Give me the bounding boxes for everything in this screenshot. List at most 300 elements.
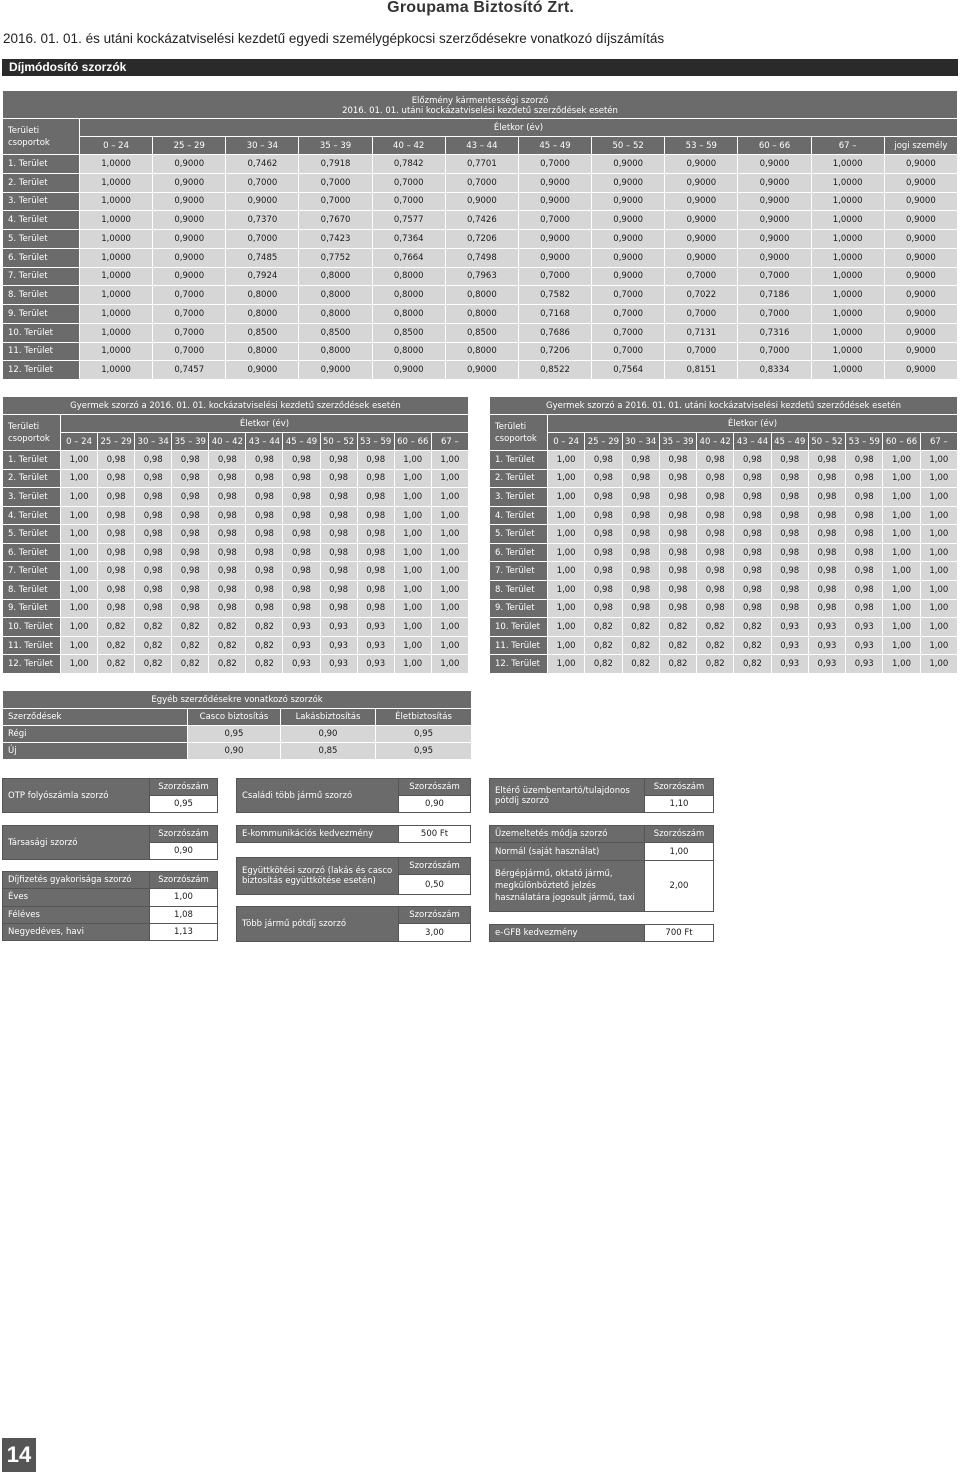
child-left-cell: 0,98 <box>246 506 283 525</box>
main-row-label: 2. Terület <box>3 173 80 192</box>
child-left-cell: 0,98 <box>357 469 394 488</box>
child-right-cell: 1,00 <box>548 618 585 637</box>
child-right-cell: 0,93 <box>808 636 845 655</box>
child-right-row-label: 2. Terület <box>490 469 548 488</box>
main-cell: 0,8000 <box>372 342 445 361</box>
main-cell: 1,0000 <box>811 230 884 249</box>
child-left-row <box>3 525 469 544</box>
main-cell: 0,7000 <box>153 342 226 361</box>
main-cell: 1,0000 <box>80 230 153 249</box>
child-right-cell: 1,00 <box>548 525 585 544</box>
child-right-row <box>490 562 958 581</box>
ekomm-table <box>236 825 471 843</box>
child-left-cell: 0,98 <box>246 451 283 470</box>
child-right-cell: 0,98 <box>771 451 808 470</box>
child-left-col-header: 67 – <box>431 433 468 451</box>
child-left-cell: 0,98 <box>320 599 357 618</box>
main-cell: 0,7000 <box>153 286 226 305</box>
child-left-cell: 0,98 <box>283 581 320 600</box>
child-right-cell: 1,00 <box>883 581 920 600</box>
child-left-row <box>3 581 469 600</box>
child-right-cell: 1,00 <box>920 562 957 581</box>
child-right-cell: 1,00 <box>548 581 585 600</box>
main-cell: 0,7022 <box>665 286 738 305</box>
main-cell: 0,9000 <box>592 230 665 249</box>
dijfizetes-row <box>3 923 218 940</box>
main-cell: 0,8500 <box>445 323 518 342</box>
main-cell: 0,7564 <box>592 361 665 380</box>
child-right-cell: 0,93 <box>808 655 845 674</box>
child-right-cell: 0,98 <box>585 525 622 544</box>
child-left-cell: 0,98 <box>320 562 357 581</box>
child-right-cell: 1,00 <box>920 655 957 674</box>
main-cell: 0,8000 <box>445 305 518 324</box>
child-right-cell: 0,98 <box>734 469 771 488</box>
child-right-cell: 1,00 <box>883 562 920 581</box>
child-right-title: Gyermek szorzó a 2016. 01. 01. utáni kockázatviselési kezdetű szerződések esetén <box>490 397 958 415</box>
child-right-cell: 0,98 <box>697 525 734 544</box>
main-cell: 0,7000 <box>592 305 665 324</box>
main-title-line1: Előzmény kármentességi szorzó <box>411 95 549 106</box>
main-row-label: 9. Terület <box>3 305 80 324</box>
child-right-cell: 1,00 <box>920 451 957 470</box>
child-left-col-header: 0 – 24 <box>61 433 98 451</box>
main-cell: 0,9000 <box>153 230 226 249</box>
child-left-row-label: 6. Terület <box>3 543 61 562</box>
ekomm-value: 500 Ft <box>399 826 471 843</box>
other-contracts-row <box>3 743 472 760</box>
main-cell: 0,9000 <box>226 192 299 211</box>
child-right-cell: 0,98 <box>808 562 845 581</box>
main-cell: 0,9000 <box>884 342 957 361</box>
child-right-col-header: 40 – 42 <box>697 433 734 451</box>
main-cell: 1,0000 <box>80 342 153 361</box>
elter-value: 1,10 <box>645 796 714 813</box>
child-left-cell: 0,98 <box>246 469 283 488</box>
main-cell: 0,7577 <box>372 211 445 230</box>
dijfizetes-row-value: 1,08 <box>150 906 218 923</box>
child-left-cell: 0,98 <box>320 525 357 544</box>
main-cell: 0,7426 <box>445 211 518 230</box>
child-right-cell: 1,00 <box>548 451 585 470</box>
dijfizetes-row <box>3 906 218 923</box>
child-right-cell: 0,98 <box>622 562 659 581</box>
child-right-col-header: 60 – 66 <box>883 433 920 451</box>
main-cell: 1,0000 <box>80 267 153 286</box>
child-right-row-label: 3. Terület <box>490 488 548 507</box>
child-left-cell: 1,00 <box>431 506 468 525</box>
main-cell: 0,9000 <box>738 173 811 192</box>
main-cell: 0,8522 <box>518 361 591 380</box>
child-right-cell: 1,00 <box>920 543 957 562</box>
other-contracts-row-label: Új <box>3 743 188 760</box>
child-right-row <box>490 599 958 618</box>
child-left-cell: 0,98 <box>98 469 135 488</box>
main-cell: 0,8334 <box>738 361 811 380</box>
main-cell: 1,0000 <box>811 305 884 324</box>
main-row <box>3 361 958 380</box>
child-left-cell: 0,93 <box>283 636 320 655</box>
main-cell: 0,9000 <box>518 192 591 211</box>
child-right-table <box>489 396 958 674</box>
child-right-cell: 0,98 <box>771 543 808 562</box>
child-right-group-label: Területi csoportok <box>490 415 548 451</box>
child-right-cell: 1,00 <box>548 506 585 525</box>
other-contracts-table <box>2 690 472 760</box>
child-left-cell: 1,00 <box>431 562 468 581</box>
main-cell: 0,8000 <box>299 342 372 361</box>
child-left-cell: 0,98 <box>320 543 357 562</box>
child-right-cell: 0,98 <box>734 599 771 618</box>
child-right-col-header: 0 – 24 <box>548 433 585 451</box>
other-contracts-cell: 0,90 <box>281 726 376 743</box>
egfb-label: e-GFB kedvezmény <box>490 925 645 942</box>
child-left-cell: 0,98 <box>172 562 209 581</box>
main-cell: 0,7498 <box>445 248 518 267</box>
main-cell: 0,8000 <box>372 286 445 305</box>
child-right-cell: 0,98 <box>808 543 845 562</box>
main-cell: 0,7423 <box>299 230 372 249</box>
child-right-cell: 0,98 <box>734 506 771 525</box>
main-cell: 0,7370 <box>226 211 299 230</box>
main-cell: 0,9000 <box>738 192 811 211</box>
child-left-cell: 0,98 <box>246 562 283 581</box>
child-left-cell: 1,00 <box>431 488 468 507</box>
main-cell: 1,0000 <box>80 211 153 230</box>
other-contracts-row-header: Szerződések <box>3 709 188 726</box>
csaladi-value: 0,90 <box>399 796 471 813</box>
child-right-cell: 1,00 <box>920 636 957 655</box>
child-right-cell: 0,98 <box>697 469 734 488</box>
child-left-cell: 0,98 <box>283 599 320 618</box>
child-right-cell: 0,98 <box>659 543 696 562</box>
child-left-cell: 0,98 <box>98 581 135 600</box>
main-cell: 0,9000 <box>153 211 226 230</box>
child-right-cell: 1,00 <box>548 636 585 655</box>
child-right-cell: 0,82 <box>585 618 622 637</box>
child-right-cell: 0,98 <box>771 506 808 525</box>
child-right-col-header: 50 – 52 <box>808 433 845 451</box>
child-left-cell: 0,98 <box>135 469 172 488</box>
child-right-cell: 1,00 <box>920 506 957 525</box>
main-cell: 0,7582 <box>518 286 591 305</box>
child-right-cell: 0,98 <box>846 581 883 600</box>
child-left-cell: 0,82 <box>135 636 172 655</box>
child-right-cell: 1,00 <box>883 636 920 655</box>
child-left-row-label: 8. Terület <box>3 581 61 600</box>
child-left-row-label: 12. Terület <box>3 655 61 674</box>
child-right-cell: 0,98 <box>585 562 622 581</box>
tarsasagi-szorzoszam-header: Szorzószám <box>150 826 218 843</box>
child-left-row <box>3 636 469 655</box>
child-right-row-label: 5. Terület <box>490 525 548 544</box>
child-left-cell: 0,93 <box>357 655 394 674</box>
child-left-cell: 1,00 <box>431 543 468 562</box>
otp-value: 0,95 <box>150 796 218 813</box>
main-cell: 0,9000 <box>665 192 738 211</box>
child-right-row <box>490 543 958 562</box>
child-left-cell: 0,82 <box>246 655 283 674</box>
main-cell: 0,9000 <box>738 230 811 249</box>
child-left-cell: 0,98 <box>246 581 283 600</box>
child-right-col-header: 53 – 59 <box>846 433 883 451</box>
main-cell: 0,9000 <box>738 248 811 267</box>
main-cell: 0,8000 <box>372 305 445 324</box>
uzemeltetes-berg-value: 2,00 <box>645 861 714 912</box>
main-cell: 0,7000 <box>226 173 299 192</box>
main-cell: 0,7000 <box>153 305 226 324</box>
child-left-cell: 0,98 <box>357 488 394 507</box>
main-cell: 0,7000 <box>518 155 591 174</box>
child-right-cell: 0,98 <box>585 543 622 562</box>
main-cell: 0,7168 <box>518 305 591 324</box>
tarsasagi-value: 0,90 <box>150 843 218 860</box>
child-right-cell: 1,00 <box>920 488 957 507</box>
child-left-cell: 0,98 <box>246 488 283 507</box>
child-left-row-label: 5. Terület <box>3 525 61 544</box>
child-left-cell: 1,00 <box>61 599 98 618</box>
main-cell: 0,7000 <box>299 173 372 192</box>
main-cell: 0,9000 <box>518 230 591 249</box>
child-right-row <box>490 655 958 674</box>
child-left-cell: 1,00 <box>431 581 468 600</box>
main-cell: 0,9000 <box>153 248 226 267</box>
main-cell: 0,9000 <box>153 192 226 211</box>
main-cell: 0,9000 <box>884 192 957 211</box>
child-left-cell: 0,82 <box>209 655 246 674</box>
child-right-cell: 0,98 <box>808 525 845 544</box>
child-left-cell: 0,98 <box>246 525 283 544</box>
child-right-row <box>490 636 958 655</box>
child-right-cell: 0,98 <box>697 506 734 525</box>
child-left-cell: 0,98 <box>320 488 357 507</box>
child-right-cell: 0,98 <box>622 599 659 618</box>
child-left-cell: 0,98 <box>357 525 394 544</box>
child-right-cell: 0,82 <box>697 636 734 655</box>
child-left-cell: 1,00 <box>61 618 98 637</box>
child-left-cell: 0,98 <box>172 488 209 507</box>
main-cell: 0,9000 <box>592 267 665 286</box>
main-cell: 0,9000 <box>884 286 957 305</box>
main-cell: 0,9000 <box>738 155 811 174</box>
main-cell: 0,9000 <box>884 155 957 174</box>
child-right-cell: 0,98 <box>659 599 696 618</box>
main-row-label: 5. Terület <box>3 230 80 249</box>
main-cell: 0,9000 <box>372 361 445 380</box>
company-name: Groupama Biztosító Zrt. <box>387 0 574 16</box>
child-left-cell: 1,00 <box>61 451 98 470</box>
child-right-row-label: 10. Terület <box>490 618 548 637</box>
child-left-cell: 0,98 <box>135 581 172 600</box>
child-right-cell: 0,98 <box>659 506 696 525</box>
main-cell: 0,7000 <box>738 267 811 286</box>
page-number: 14 <box>2 1438 36 1472</box>
main-cell: 1,0000 <box>811 323 884 342</box>
child-left-cell: 1,00 <box>61 469 98 488</box>
child-left-cell: 0,98 <box>98 562 135 581</box>
child-left-cell: 0,98 <box>172 506 209 525</box>
child-left-cell: 1,00 <box>431 525 468 544</box>
child-left-cell: 0,98 <box>209 543 246 562</box>
child-right-cell: 0,82 <box>734 655 771 674</box>
child-right-cell: 0,98 <box>846 543 883 562</box>
dijfizetes-row <box>3 889 218 906</box>
elter-szorzoszam-header: Szorzószám <box>645 779 714 796</box>
main-cell: 0,8500 <box>226 323 299 342</box>
child-left-table <box>2 396 469 674</box>
main-cell: 0,9000 <box>665 173 738 192</box>
child-left-row-label: 7. Terület <box>3 562 61 581</box>
child-right-cell: 0,82 <box>734 618 771 637</box>
main-cell: 1,0000 <box>811 211 884 230</box>
main-cell: 0,9000 <box>884 230 957 249</box>
child-left-col-header: 30 – 34 <box>135 433 172 451</box>
main-cell: 0,7000 <box>226 230 299 249</box>
child-right-cell: 0,98 <box>585 506 622 525</box>
other-contracts-row <box>3 726 472 743</box>
child-right-cell: 0,98 <box>697 599 734 618</box>
child-right-cell: 0,98 <box>585 599 622 618</box>
child-left-row <box>3 543 469 562</box>
child-left-cell: 0,93 <box>283 618 320 637</box>
child-right-cell: 0,98 <box>659 469 696 488</box>
main-col-header: 67 – <box>811 137 884 155</box>
child-left-col-header: 35 – 39 <box>172 433 209 451</box>
main-cell: 0,9000 <box>884 305 957 324</box>
child-left-cell: 0,98 <box>246 599 283 618</box>
child-right-cell: 0,98 <box>734 451 771 470</box>
main-cell: 0,9000 <box>665 248 738 267</box>
child-right-cell: 0,98 <box>734 581 771 600</box>
child-right-cell: 1,00 <box>548 562 585 581</box>
child-left-row-label: 1. Terület <box>3 451 61 470</box>
child-left-cell: 0,98 <box>172 451 209 470</box>
child-right-col-header: 30 – 34 <box>622 433 659 451</box>
other-contracts-col-header: Lakásbiztosítás <box>281 709 376 726</box>
child-left-cell: 1,00 <box>61 488 98 507</box>
child-right-cell: 0,93 <box>846 618 883 637</box>
main-cell: 0,7000 <box>299 192 372 211</box>
child-left-cell: 1,00 <box>394 469 431 488</box>
main-row-label: 10. Terület <box>3 323 80 342</box>
child-left-cell: 1,00 <box>61 525 98 544</box>
section-bar: Díjmódosító szorzók <box>2 59 958 76</box>
child-left-cell: 1,00 <box>394 451 431 470</box>
tobb-value: 3,00 <box>399 924 471 942</box>
main-cell: 0,9000 <box>884 248 957 267</box>
main-row <box>3 192 958 211</box>
egyutt-szorzoszam-header: Szorzószám <box>399 858 471 875</box>
child-right-cell: 1,00 <box>883 469 920 488</box>
child-left-cell: 1,00 <box>394 488 431 507</box>
main-cell: 0,9000 <box>884 323 957 342</box>
main-row <box>3 267 958 286</box>
child-left-cell: 0,98 <box>283 525 320 544</box>
child-right-row-label: 11. Terület <box>490 636 548 655</box>
child-right-row <box>490 506 958 525</box>
main-cell: 0,8000 <box>299 286 372 305</box>
child-right-cell: 0,98 <box>771 581 808 600</box>
child-left-cell: 1,00 <box>431 636 468 655</box>
uzemeltetes-berg-label: Bérgépjármű, oktató jármű, megkülönböztető jelzés használatára jogosult jármű, taxi <box>490 861 645 912</box>
main-row-label: 8. Terület <box>3 286 80 305</box>
child-left-cell: 0,98 <box>209 506 246 525</box>
child-right-cell: 0,98 <box>659 451 696 470</box>
other-contracts-cell: 0,95 <box>376 743 472 760</box>
child-left-cell: 0,98 <box>357 506 394 525</box>
child-right-cell: 0,93 <box>846 636 883 655</box>
child-left-cell: 0,98 <box>135 488 172 507</box>
child-left-cell: 0,98 <box>209 451 246 470</box>
child-right-cell: 0,98 <box>622 451 659 470</box>
child-left-cell: 0,82 <box>172 636 209 655</box>
tobb-table <box>236 906 471 942</box>
main-cell: 0,9000 <box>884 361 957 380</box>
child-right-cell: 1,00 <box>920 469 957 488</box>
main-col-header: 40 – 42 <box>372 137 445 155</box>
main-cell: 0,8500 <box>372 323 445 342</box>
main-cell: 0,8000 <box>226 286 299 305</box>
child-left-cell: 0,82 <box>172 655 209 674</box>
child-right-cell: 0,98 <box>846 525 883 544</box>
child-right-cell: 0,98 <box>808 581 845 600</box>
child-right-cell: 0,98 <box>697 562 734 581</box>
child-right-cell: 1,00 <box>548 655 585 674</box>
child-right-col-header: 67 – <box>920 433 957 451</box>
child-left-row <box>3 618 469 637</box>
main-table <box>2 90 958 380</box>
child-right-cell: 1,00 <box>883 655 920 674</box>
child-right-cell: 0,98 <box>659 525 696 544</box>
main-age-label: Életkor (év) <box>80 119 958 137</box>
main-col-header: jogi személy <box>884 137 957 155</box>
child-right-cell: 1,00 <box>920 525 957 544</box>
child-right-cell: 0,98 <box>734 543 771 562</box>
main-cell: 0,9000 <box>153 155 226 174</box>
main-cell: 0,7000 <box>445 173 518 192</box>
csaladi-szorzoszam-header: Szorzószám <box>399 779 471 796</box>
tobb-label: Több jármű pótdíj szorzó <box>237 907 399 942</box>
child-right-row-label: 9. Terület <box>490 599 548 618</box>
uzemeltetes-normal-label: Normál (saját használat) <box>490 843 645 861</box>
child-right-cell: 0,98 <box>846 562 883 581</box>
child-left-age-label: Életkor (év) <box>61 415 469 433</box>
child-right-row-label: 8. Terület <box>490 581 548 600</box>
main-col-header: 60 – 66 <box>738 137 811 155</box>
main-row <box>3 323 958 342</box>
child-right-cell: 1,00 <box>920 618 957 637</box>
child-left-cell: 0,98 <box>283 562 320 581</box>
main-row-label: 12. Terület <box>3 361 80 380</box>
child-left-cell: 0,93 <box>357 636 394 655</box>
child-left-col-header: 45 – 49 <box>283 433 320 451</box>
child-right-cell: 0,98 <box>771 562 808 581</box>
child-right-cell: 0,82 <box>659 618 696 637</box>
child-right-cell: 0,82 <box>659 636 696 655</box>
child-right-cell: 0,93 <box>808 618 845 637</box>
child-left-cell: 0,98 <box>172 599 209 618</box>
child-right-row-label: 7. Terület <box>490 562 548 581</box>
child-left-cell: 0,93 <box>320 655 357 674</box>
child-right-row-label: 4. Terület <box>490 506 548 525</box>
child-right-cell: 0,98 <box>697 543 734 562</box>
egyutt-value: 0,50 <box>399 875 471 895</box>
child-right-cell: 0,82 <box>697 655 734 674</box>
child-left-cell: 0,98 <box>357 562 394 581</box>
child-left-row <box>3 469 469 488</box>
child-right-cell: 0,98 <box>808 488 845 507</box>
main-cell: 0,7485 <box>226 248 299 267</box>
